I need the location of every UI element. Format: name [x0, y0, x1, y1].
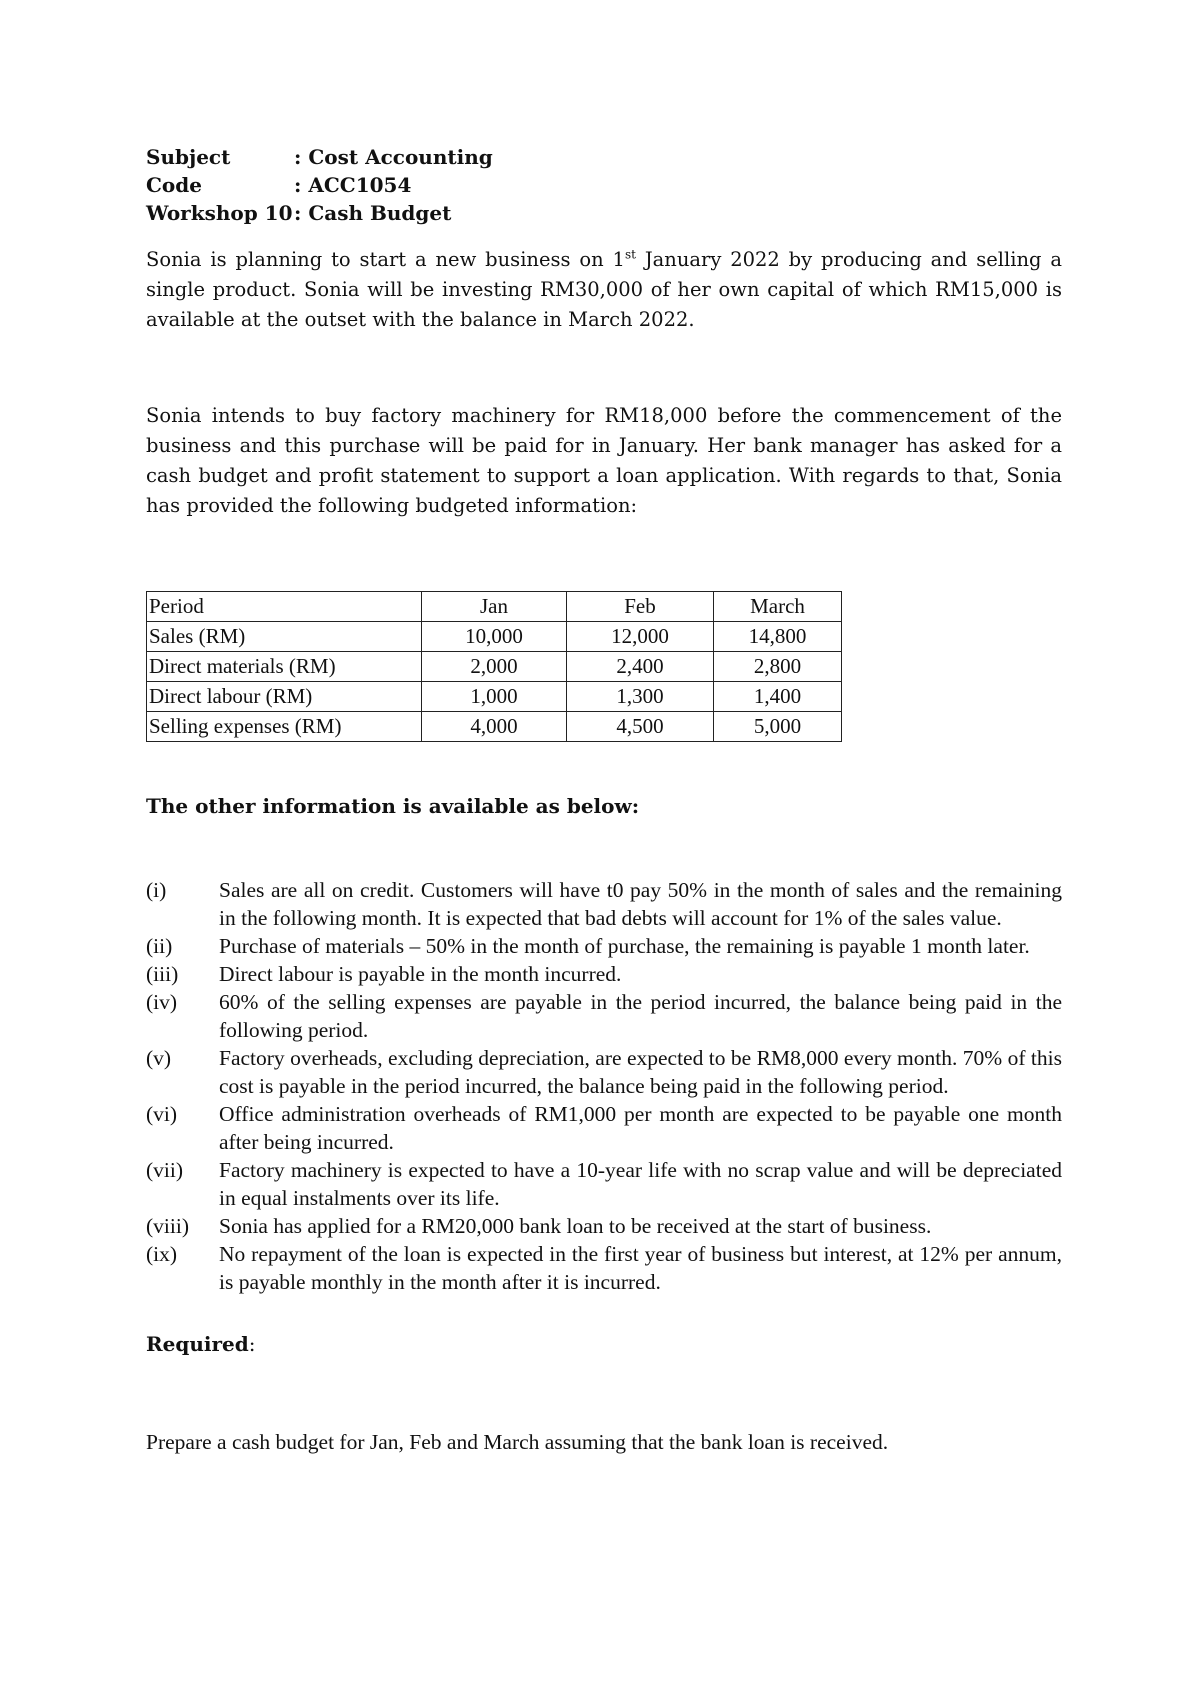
item-text: Office administration overheads of RM1,000 per month are expected to be payable one month after being incurred. [219, 1102, 1062, 1154]
cell-march: 14,800 [714, 622, 842, 652]
cell-jan: 10,000 [422, 622, 567, 652]
intro-p1-superscript: st [624, 247, 636, 262]
cell-jan: 4,000 [422, 712, 567, 742]
row-label: Direct materials (RM) [147, 652, 422, 682]
list-item [146, 1044, 1062, 1100]
item-text: Purchase of materials – 50% in the month of purchase, the remaining is payable 1 month later. [219, 934, 1030, 958]
list-item [146, 876, 1062, 932]
row-label: Sales (RM) [147, 622, 422, 652]
final-instruction: Prepare a cash budget for Jan, Feb and March assuming that the bank loan is received. [146, 1430, 889, 1454]
list-item [146, 988, 1062, 1044]
code-row [146, 171, 493, 199]
item-number: (vi) [146, 1102, 178, 1126]
item-number: (v) [146, 1046, 172, 1070]
item-number: (ii) [146, 934, 173, 958]
header-cell-period: Period [147, 592, 422, 622]
item-text: Sales are all on credit. Customers will have t0 pay 50% in the month of sales and the remaining in the following month. It is expected that bad debts will account for 1% of the sales value. [219, 878, 1062, 930]
cell-feb: 4,500 [567, 712, 714, 742]
item-text: Factory machinery is expected to have a 10-year life with no scrap value and will be depreciated in equal instalments over its life. [219, 1158, 1062, 1210]
cell-march: 1,400 [714, 682, 842, 712]
required-colon: : [248, 1332, 256, 1356]
workshop-value: : Cash Budget [294, 201, 452, 225]
header-cell-feb: Feb [567, 592, 714, 622]
table-row [147, 682, 842, 712]
table-row [147, 652, 842, 682]
item-number: (ix) [146, 1242, 178, 1266]
code-label: Code [146, 173, 202, 197]
item-text: Direct labour is payable in the month incurred. [219, 962, 622, 986]
subject-row [146, 143, 493, 171]
required-heading [146, 1330, 1062, 1358]
workshop-label: Workshop 10 [146, 201, 293, 225]
list-item [146, 1212, 1062, 1240]
intro-p1-part1: Sonia is planning to start a new business on 1 [146, 248, 625, 271]
code-value: : ACC1054 [294, 173, 412, 197]
cell-jan: 2,000 [422, 652, 567, 682]
table-header-row [147, 592, 842, 622]
item-text: Sonia has applied for a RM20,000 bank loan to be received at the start of business. [219, 1214, 932, 1238]
budget-table [146, 591, 842, 742]
item-number: (vii) [146, 1158, 184, 1182]
header-cell-jan: Jan [422, 592, 567, 622]
table-row [147, 712, 842, 742]
other-info-heading: The other information is available as below: [146, 794, 640, 818]
cell-feb: 2,400 [567, 652, 714, 682]
item-number: (i) [146, 878, 167, 902]
item-number: (iv) [146, 990, 178, 1014]
row-label: Direct labour (RM) [147, 682, 422, 712]
header-cell-march: March [714, 592, 842, 622]
cell-feb: 12,000 [567, 622, 714, 652]
table-row [147, 622, 842, 652]
list-item [146, 1156, 1062, 1212]
item-text: 60% of the selling expenses are payable in the period incurred, the balance being paid in the following period. [219, 990, 1062, 1042]
list-item [146, 1100, 1062, 1156]
cell-march: 5,000 [714, 712, 842, 742]
required-label: Required [146, 1332, 249, 1356]
info-list [146, 876, 1062, 1296]
workshop-row [146, 199, 493, 227]
document-page [146, 143, 1062, 1456]
list-item [146, 932, 1062, 960]
list-item [146, 1240, 1062, 1296]
item-text: Factory overheads, excluding depreciation, are expected to be RM8,000 every month. 70% of this cost is payable in the period incurred, the balance being paid in the following period. [219, 1046, 1062, 1098]
cell-march: 2,800 [714, 652, 842, 682]
intro-paragraph-1 [146, 245, 1062, 335]
intro-p1-part2: January 2022 by producing and selling a single product. Sonia will be investing RM30,000 of her own capital of which RM15,000 is available at the outset with the balance in March 2022. [146, 248, 1062, 331]
item-number: (iii) [146, 962, 179, 986]
cell-feb: 1,300 [567, 682, 714, 712]
cell-jan: 1,000 [422, 682, 567, 712]
item-text: No repayment of the loan is expected in the first year of business but interest, at 12% per annum, is payable monthly in the month after it is incurred. [219, 1242, 1062, 1294]
item-number: (viii) [146, 1214, 189, 1238]
document-header [146, 143, 493, 227]
subject-label: Subject [146, 145, 231, 169]
subject-value: : Cost Accounting [294, 145, 493, 169]
row-label: Selling expenses (RM) [147, 712, 422, 742]
intro-paragraph-2: Sonia intends to buy factory machinery for RM18,000 before the commencement of the business and this purchase will be paid for in January. Her bank manager has asked for a cash budget and profit statement to support a loan application. With regards to that, Sonia has provided the following budgeted information: [146, 404, 1062, 517]
list-item [146, 960, 1062, 988]
